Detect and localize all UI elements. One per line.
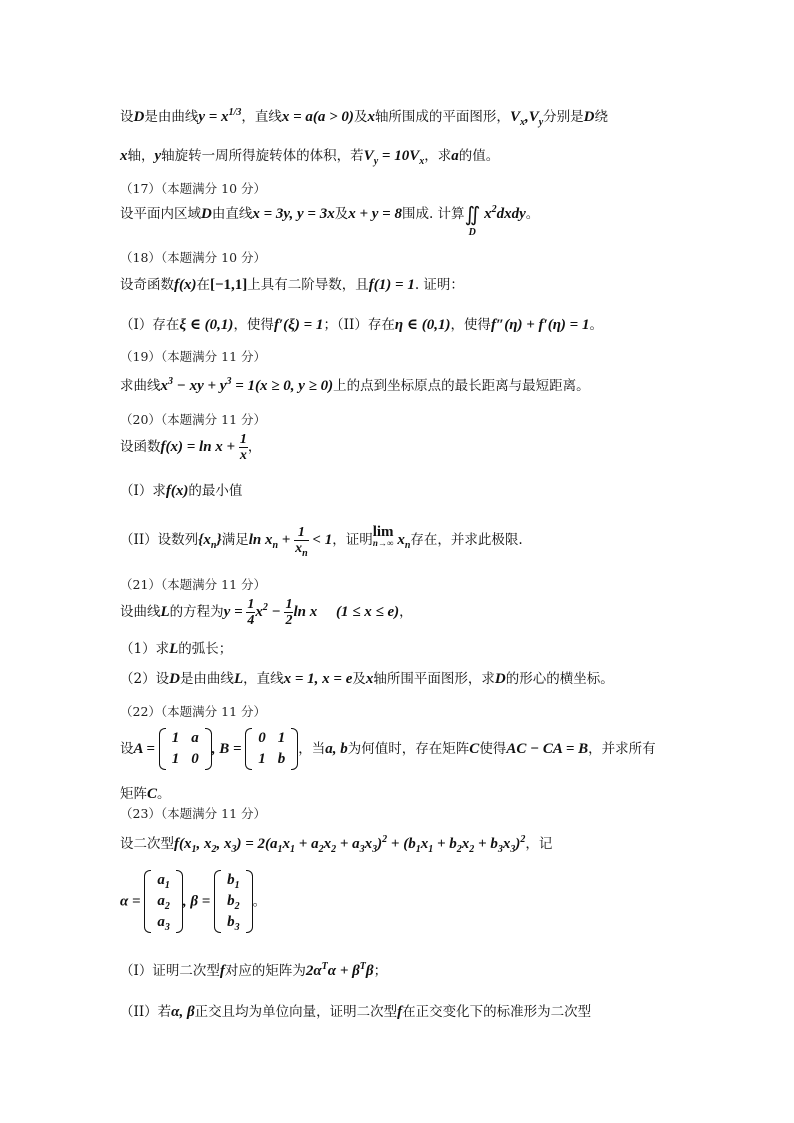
text: 使得 [479,741,507,757]
q20-body [120,432,261,463]
q20-part1 [120,482,242,500]
math-alpha-beta: α, β [171,1004,195,1020]
text: 的最小值 [188,483,243,499]
q20-part2 [120,524,523,559]
q18-body [120,276,464,294]
text: 围成. 计算 [401,206,465,222]
text: 设二次型 [120,836,174,852]
math-beta: , β = [182,893,215,910]
math-x: x [367,109,375,125]
text: 及 [352,671,366,687]
math-A: A = [133,741,159,757]
double-integral: ∬ D [464,203,481,238]
math-eq: AC − CA = B [506,741,589,757]
math-fx: f(x) [174,277,197,293]
q20-header: （20）（本题满分 11 分） [120,412,267,427]
math-y: y [154,148,162,164]
text: （I）存在 [120,317,180,333]
math-L: L [160,604,170,620]
math-eq2: $x^2$ − [255,602,285,620]
math-line: x = a(a > 0) [281,109,354,125]
math-B: , B = [211,741,246,757]
text: 及 [353,109,368,125]
q18-parts [120,316,603,334]
q23-body [120,835,552,853]
text: （II）设数列 [120,532,199,548]
text: ，直线 [241,109,282,125]
math-interval: [−1,1] [210,277,248,293]
math-quadratic-form: $f(x_1$, $x_2$, $x_3) = 2(a_1x_1 + a_2x_2 + a_3x_3)^2 + (b_1x_1 + b_2x_2 + b_3x_3)^2$ [174,834,526,855]
math-integrand: $x^2dxdy$ [480,204,526,222]
math-xi: ξ ∈ (0,1) [179,317,234,333]
text: 轴所围成的平面图形， [374,109,510,125]
q17-header: （17）（本题满分 10 分） [120,181,267,196]
math-D2: D [583,109,595,125]
fraction-1-4: $\frac{1}{4}$ [247,597,255,628]
math-bounds: x = 1, x = e [283,671,353,687]
text: 。 [525,206,540,222]
q21-sub1 [120,640,232,658]
math-a: a [451,148,459,164]
text: （2）设 [120,671,170,687]
q22-line2 [120,785,171,803]
text: 正交且均为单位向量，证明二次型 [194,1004,398,1020]
math-eq3: ln x (1 ≤ x ≤ e) [293,604,400,620]
text: ，记 [525,836,553,852]
text: ，并求所有 [588,741,656,757]
math-f: f [397,1004,403,1020]
text: 存在，并求此极限. [410,532,523,548]
q23-part2 [120,1003,591,1021]
fraction-1-over-xn: $\frac{1}{x_n}$ [295,525,308,559]
text: 。 [252,893,267,910]
text: 设 [120,109,134,125]
text: ，直线 [243,671,284,687]
math-x: x [365,671,374,687]
text: 轴旋转一周所得旋转体的体积，若 [161,148,364,164]
text: 的值。 [458,148,500,164]
math-cond: $V_y = 10V_x$ [363,148,425,167]
math-D2: D [494,671,506,687]
text: ，证明 [332,532,373,548]
fraction-1-over-x: $\frac{1}{x}$ [239,432,247,463]
text: 在正交变化下的标准形为二次型 [402,1004,592,1020]
vector-beta: $b_1$ $b_2$ $b_3$ [214,870,253,933]
math-L: L [233,671,244,687]
q23-part1 [120,962,387,980]
math-ab: a, b [325,741,348,757]
text: 为何值时，存在矩阵 [347,741,470,757]
text: 上具有二阶导数，且 [247,277,369,293]
q22-header: （22）（本题满分 11 分） [120,704,267,719]
math-f: f [219,963,225,979]
text: 设平面内区域 [120,206,201,222]
math-D: D [169,671,180,687]
vector-alpha: $a_1$ $a_2$ $a_3$ [144,870,183,933]
text: （I）证明二次型 [120,963,220,979]
matrix-A: 1 a 1 0 [159,728,212,770]
text: 矩阵 [120,786,147,802]
text: 对应的矩阵为 [224,963,306,979]
text: 。 [157,786,171,802]
text: ， [399,604,413,620]
text: （1）求 [120,641,170,657]
text: ，使得 [450,317,491,333]
math-D: D [201,206,212,222]
math-D: D [133,109,145,125]
q19-body [120,377,590,395]
text: 。 [589,317,603,333]
q21-header: （21）（本题满分 11 分） [120,577,267,592]
text: 设 [120,741,134,757]
text: 是由曲线 [144,109,199,125]
q23-header: （23）（本题满分 11 分） [120,806,267,821]
math-xn: $x_n$ [393,532,411,551]
fraction-1-2: $\frac{1}{2}$ [285,597,293,628]
math-eta: η ∈ (0,1) [394,317,451,333]
text: 满足 [221,532,249,548]
math-C: C [147,786,158,802]
math-line3: x + y = 8 [348,206,402,222]
q17-body [120,203,540,238]
math-fxi: f′(ξ) = 1 [273,317,324,333]
math-curve: $x^3$ − xy + $y^3 = 1(x \ge 0$, y ≥ 0) [160,376,334,394]
text: 是由曲线 [179,671,234,687]
text: . 证明： [414,277,464,293]
math-f1: f(1) = 1 [368,277,415,293]
q22-body [120,728,656,770]
text: 在 [196,277,210,293]
text: ，求 [424,148,452,164]
text: 轴， [127,148,155,164]
math-lim: lim n→∞ [372,524,394,548]
q16-line1 [120,108,608,126]
text: 分别是 [543,109,584,125]
q23-vectors [120,870,266,933]
math-feta: f″(η) + f′(η) = 1 [490,317,590,333]
text: （I）求 [120,483,166,499]
math-C: C [469,741,480,757]
text: ，使得 [233,317,274,333]
text: ； [373,963,388,979]
text: ， [247,439,262,455]
math-matrix-expr: $2\alpha^T\alpha + \beta^T\beta$ [305,961,374,979]
text: （II）若 [120,1004,172,1020]
text: 的形心的横坐标。 [505,671,614,687]
text: 求曲线 [120,378,161,394]
math-seq: $\{x_n\}$ [198,532,222,551]
text: 设曲线 [120,604,161,620]
math-fx: f(x) [165,483,189,499]
math-vols: $V_x,V_y$ [509,109,544,128]
text: 上的点到坐标原点的最长距离与最短距离。 [333,378,590,394]
text: 的弧长； [178,641,233,657]
q16-line2 [120,147,499,165]
text: 的方程为 [169,604,224,620]
q19-header: （19）（本题满分 11 分） [120,349,267,364]
math-alpha: α = [120,893,145,910]
math-curve: $y = x^{1/3}$ [198,107,242,125]
math-x: x [120,148,128,164]
text: ，当 [298,741,326,757]
q18-header: （18）（本题满分 10 分） [120,250,267,265]
math-L: L [169,641,179,657]
q21-sub2 [120,670,614,688]
text: 设奇函数 [120,277,174,293]
matrix-B: 0 1 1 b [245,728,298,770]
math-fdef: f(x) = ln x + [160,439,239,455]
math-ineq: $\ln x_n$ + [248,532,295,551]
math-lines: x = 3y, y = 3x [252,206,335,222]
math-lt1: < 1 [308,532,333,548]
text: ；（II）存在 [323,317,395,333]
text: 由直线 [211,206,253,222]
text: 绕 [594,109,609,125]
text: 设函数 [120,439,161,455]
text: 轴所围平面图形，求 [373,671,495,687]
q21-body [120,597,413,628]
text: 及 [334,206,349,222]
math-eq1: y = [223,604,247,620]
